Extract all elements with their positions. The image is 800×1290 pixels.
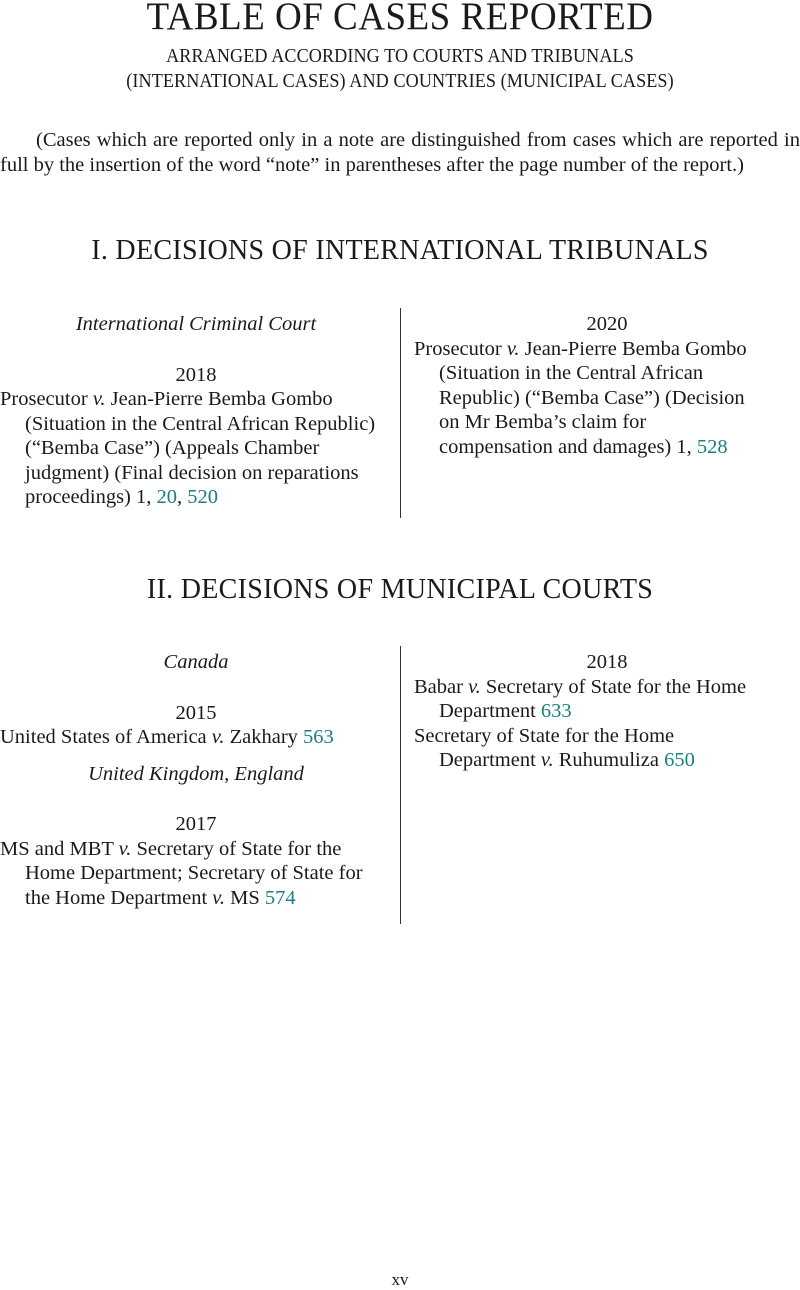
case-entry: Prosecutor v. Jean-Pierre Bemba Gombo (Situation in the Central African Republic) (“Bemba Case”) (Appeals Chamber judgment) (Final decision on reparations proceedings) 1, 20, 520 (0, 388, 376, 508)
case-entry (414, 724, 749, 773)
municipal-left-column (0, 650, 392, 910)
case-party: Babar (414, 675, 463, 698)
page-link[interactable]: 520 (187, 486, 218, 508)
case-title: Secretary of State for the Home Department; Secretary of State for the Home Department (25, 837, 363, 909)
case-entry (414, 337, 749, 460)
page-link[interactable]: 528 (696, 435, 728, 458)
page-number: xv (391, 1270, 409, 1289)
case-entry (0, 725, 392, 750)
column-divider (400, 308, 401, 518)
section-heading-international: I. DECISIONS OF INTERNATIONAL TRIBUNALS (91, 235, 709, 266)
case-title: Zakhary (224, 726, 304, 748)
case-party: Secretary of State for the Home Department (414, 724, 675, 771)
page-subtitle (0, 44, 800, 94)
versus: v. (92, 388, 106, 410)
case-entry (0, 837, 392, 911)
country-heading: United Kingdom, England (88, 762, 304, 785)
case-title: MS (225, 886, 265, 909)
case-entry (414, 675, 800, 724)
page-link[interactable]: 633 (540, 700, 572, 722)
international-left-column (0, 312, 392, 510)
page-link[interactable]: 20 (156, 486, 177, 508)
subtitle-line-2: (INTERNATIONAL CASES) AND COUNTRIES (MUNICIPAL CASES) (126, 71, 674, 92)
case-title: Jean-Pierre Bemba Gombo (Situation in the Central African Republic) (“Bemba Case”) (Appeals Chamber judgment) (Final decision on reparations proceedings) 1, (25, 388, 376, 508)
case-title: Ruhumuliza (553, 749, 665, 771)
versus: v. (540, 749, 554, 771)
case-party: MS and MBT (0, 837, 114, 860)
page-link[interactable]: 650 (664, 749, 695, 771)
versus: v. (506, 337, 520, 360)
case-party: Prosecutor (414, 337, 502, 360)
versus: v. (212, 886, 225, 909)
international-right-column (414, 312, 800, 459)
year-heading: 2018 (586, 651, 628, 673)
year-heading: 2018 (175, 363, 217, 386)
municipal-right-column (414, 650, 800, 773)
case-title: Secretary of State for the Home Department (439, 675, 747, 722)
column-divider (400, 646, 401, 924)
case-party: Prosecutor (0, 388, 88, 410)
versus: v. (211, 726, 225, 748)
case-title: Jean-Pierre Bemba Gombo (Situation in the Central African Republic) (“Bemba Case”) (Decision on Mr Bemba’s claim for compensation and damages) 1, (439, 337, 747, 458)
section-heading-municipal: II. DECISIONS OF MUNICIPAL COURTS (146, 574, 654, 605)
versus: v. (118, 837, 132, 860)
year-heading: 2020 (586, 313, 628, 335)
intro-note: (Cases which are reported only in a note are distinguished from cases which are reported in full by the insertion of the word “note” in parentheses after the page number of the report.) (0, 129, 800, 176)
case-party: United States of America (0, 726, 207, 748)
year-heading: 2015 (175, 701, 217, 724)
page-link[interactable]: 563 (303, 726, 334, 748)
court-heading: International Criminal Court (75, 313, 317, 335)
page-title: TABLE OF CASES REPORTED (146, 0, 654, 38)
year-heading: 2017 (175, 813, 217, 835)
subtitle-line-1: ARRANGED ACCORDING TO COURTS AND TRIBUNALS (166, 46, 634, 67)
country-heading: Canada (163, 651, 229, 673)
versus: v. (468, 675, 481, 698)
page-link[interactable]: 574 (264, 886, 296, 909)
